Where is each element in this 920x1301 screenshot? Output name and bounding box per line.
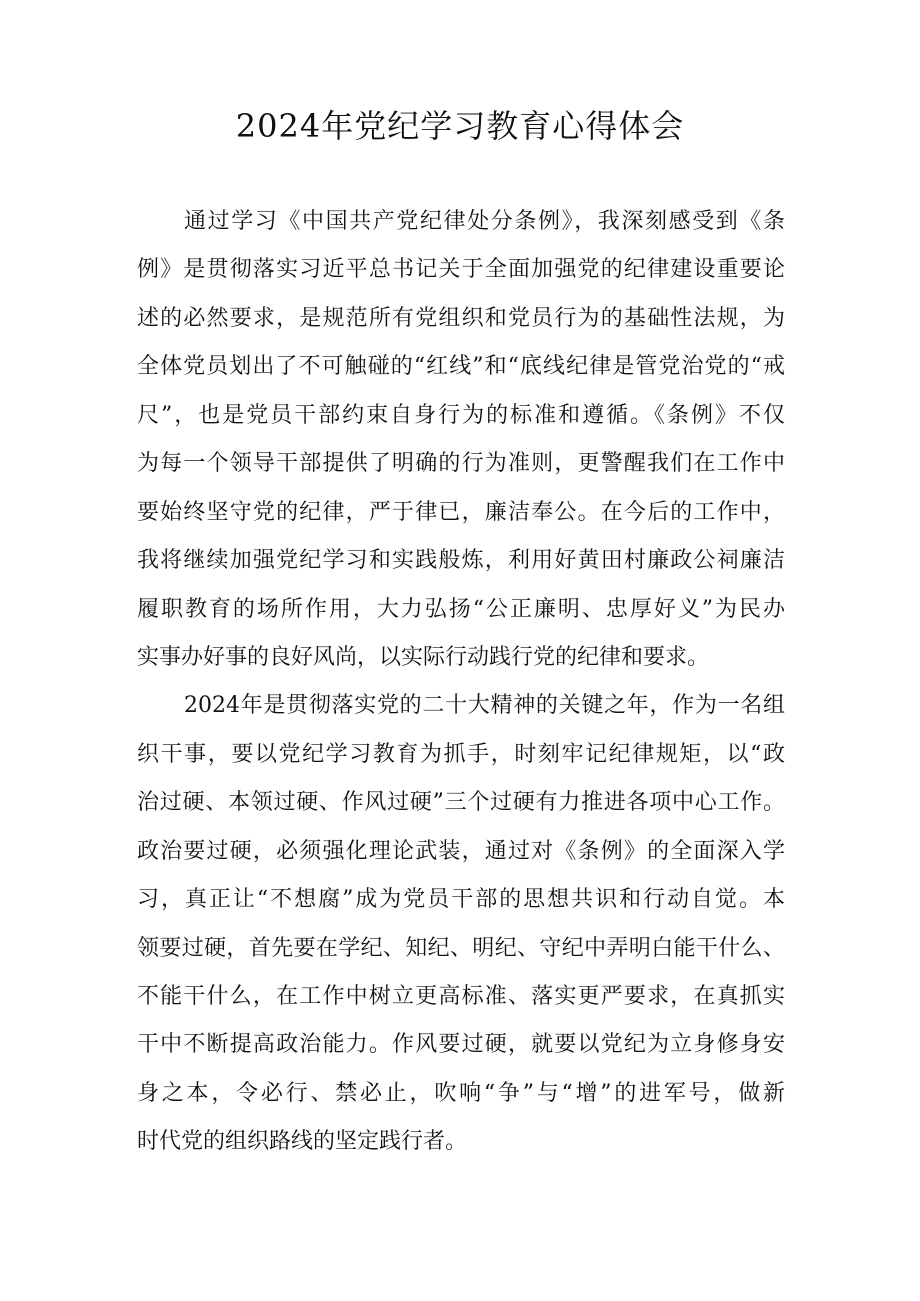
paragraph-1-line-10: 实事办好事的良好风尚，以实际行动践行党的纪律和要求。 (137, 644, 710, 670)
paragraph-2-line-5: 习，真正让“不想腐”成为党员干部的思想共识和行动自觉。本 (137, 887, 785, 913)
paragraph-2-line-4: 政治要过硬，必须强化理论武装，通过对《条例》的全面深入学 (137, 838, 785, 864)
document-title: 2024年党纪学习教育心得体会 (235, 107, 685, 145)
paragraph-2-line-2: 织干事，要以党纪学习教育为抓手，时刻牢记纪律规矩，以“政 (137, 741, 785, 767)
paragraph-1-line-5: 尺”，也是党员干部约束自身行为的标准和遵循。《条例》不仅 (137, 402, 785, 428)
paragraph-1-line-2: 例》是贯彻落实习近平总书记关于全面加强党的纪律建设重要论 (137, 257, 785, 283)
paragraph-1-line-1: 通过学习《中国共产党纪律处分条例》，我深刻感受到《条 (184, 209, 785, 234)
paragraph-2-line-6: 领要过硬，首先要在学纪、知纪、明纪、守纪中弄明白能干什么、 (137, 935, 785, 961)
paragraph-1-line-9: 履职教育的场所作用，大力弘扬“公正廉明、忠厚好义”为民办 (137, 596, 785, 622)
paragraph-2-line-7: 不能干什么，在工作中树立更高标准、落实更严要求，在真抓实 (137, 984, 785, 1009)
document-body (137, 198, 785, 1167)
paragraph-2-line-3: 治过硬、本领过硬、作风过硬”三个过硬有力推进各项中心工作。 (137, 790, 785, 816)
paragraph-2-line-9: 身之本，令必行、禁必止，吹响“争”与“增”的进军号，做新 (137, 1080, 785, 1106)
paragraph-2-line-8: 干中不断提高政治能力。作风要过硬，就要以党纪为立身修身安 (137, 1032, 785, 1058)
paragraph-1-line-8: 我将继续加强党纪学习和实践般炼，利用好黄田村廉政公祠廉洁 (137, 548, 785, 574)
paragraph-1-line-6: 为每一个领导干部提供了明确的行为准则，更警醒我们在工作中 (137, 451, 785, 477)
paragraph-2 (137, 682, 785, 1166)
paragraph-2-line-1: 2024年是贯彻落实党的二十大精神的关键之年，作为一名组 (184, 693, 785, 719)
paragraph-1-line-7: 要始终坚守党的纪律，严于律已，廉洁奉公。在今后的工作中， (137, 499, 785, 525)
paragraph-1-line-3: 述的必然要求，是规范所有党组织和党员行为的基础性法规，为 (137, 305, 785, 331)
paragraph-1 (137, 198, 785, 682)
paragraph-2-line-10: 时代党的组织路线的坚定践行者。 (137, 1129, 468, 1155)
paragraph-1-line-4: 全体党员划出了不可触碰的“红线”和“底线纪律是管党治党的“戒 (137, 354, 785, 380)
